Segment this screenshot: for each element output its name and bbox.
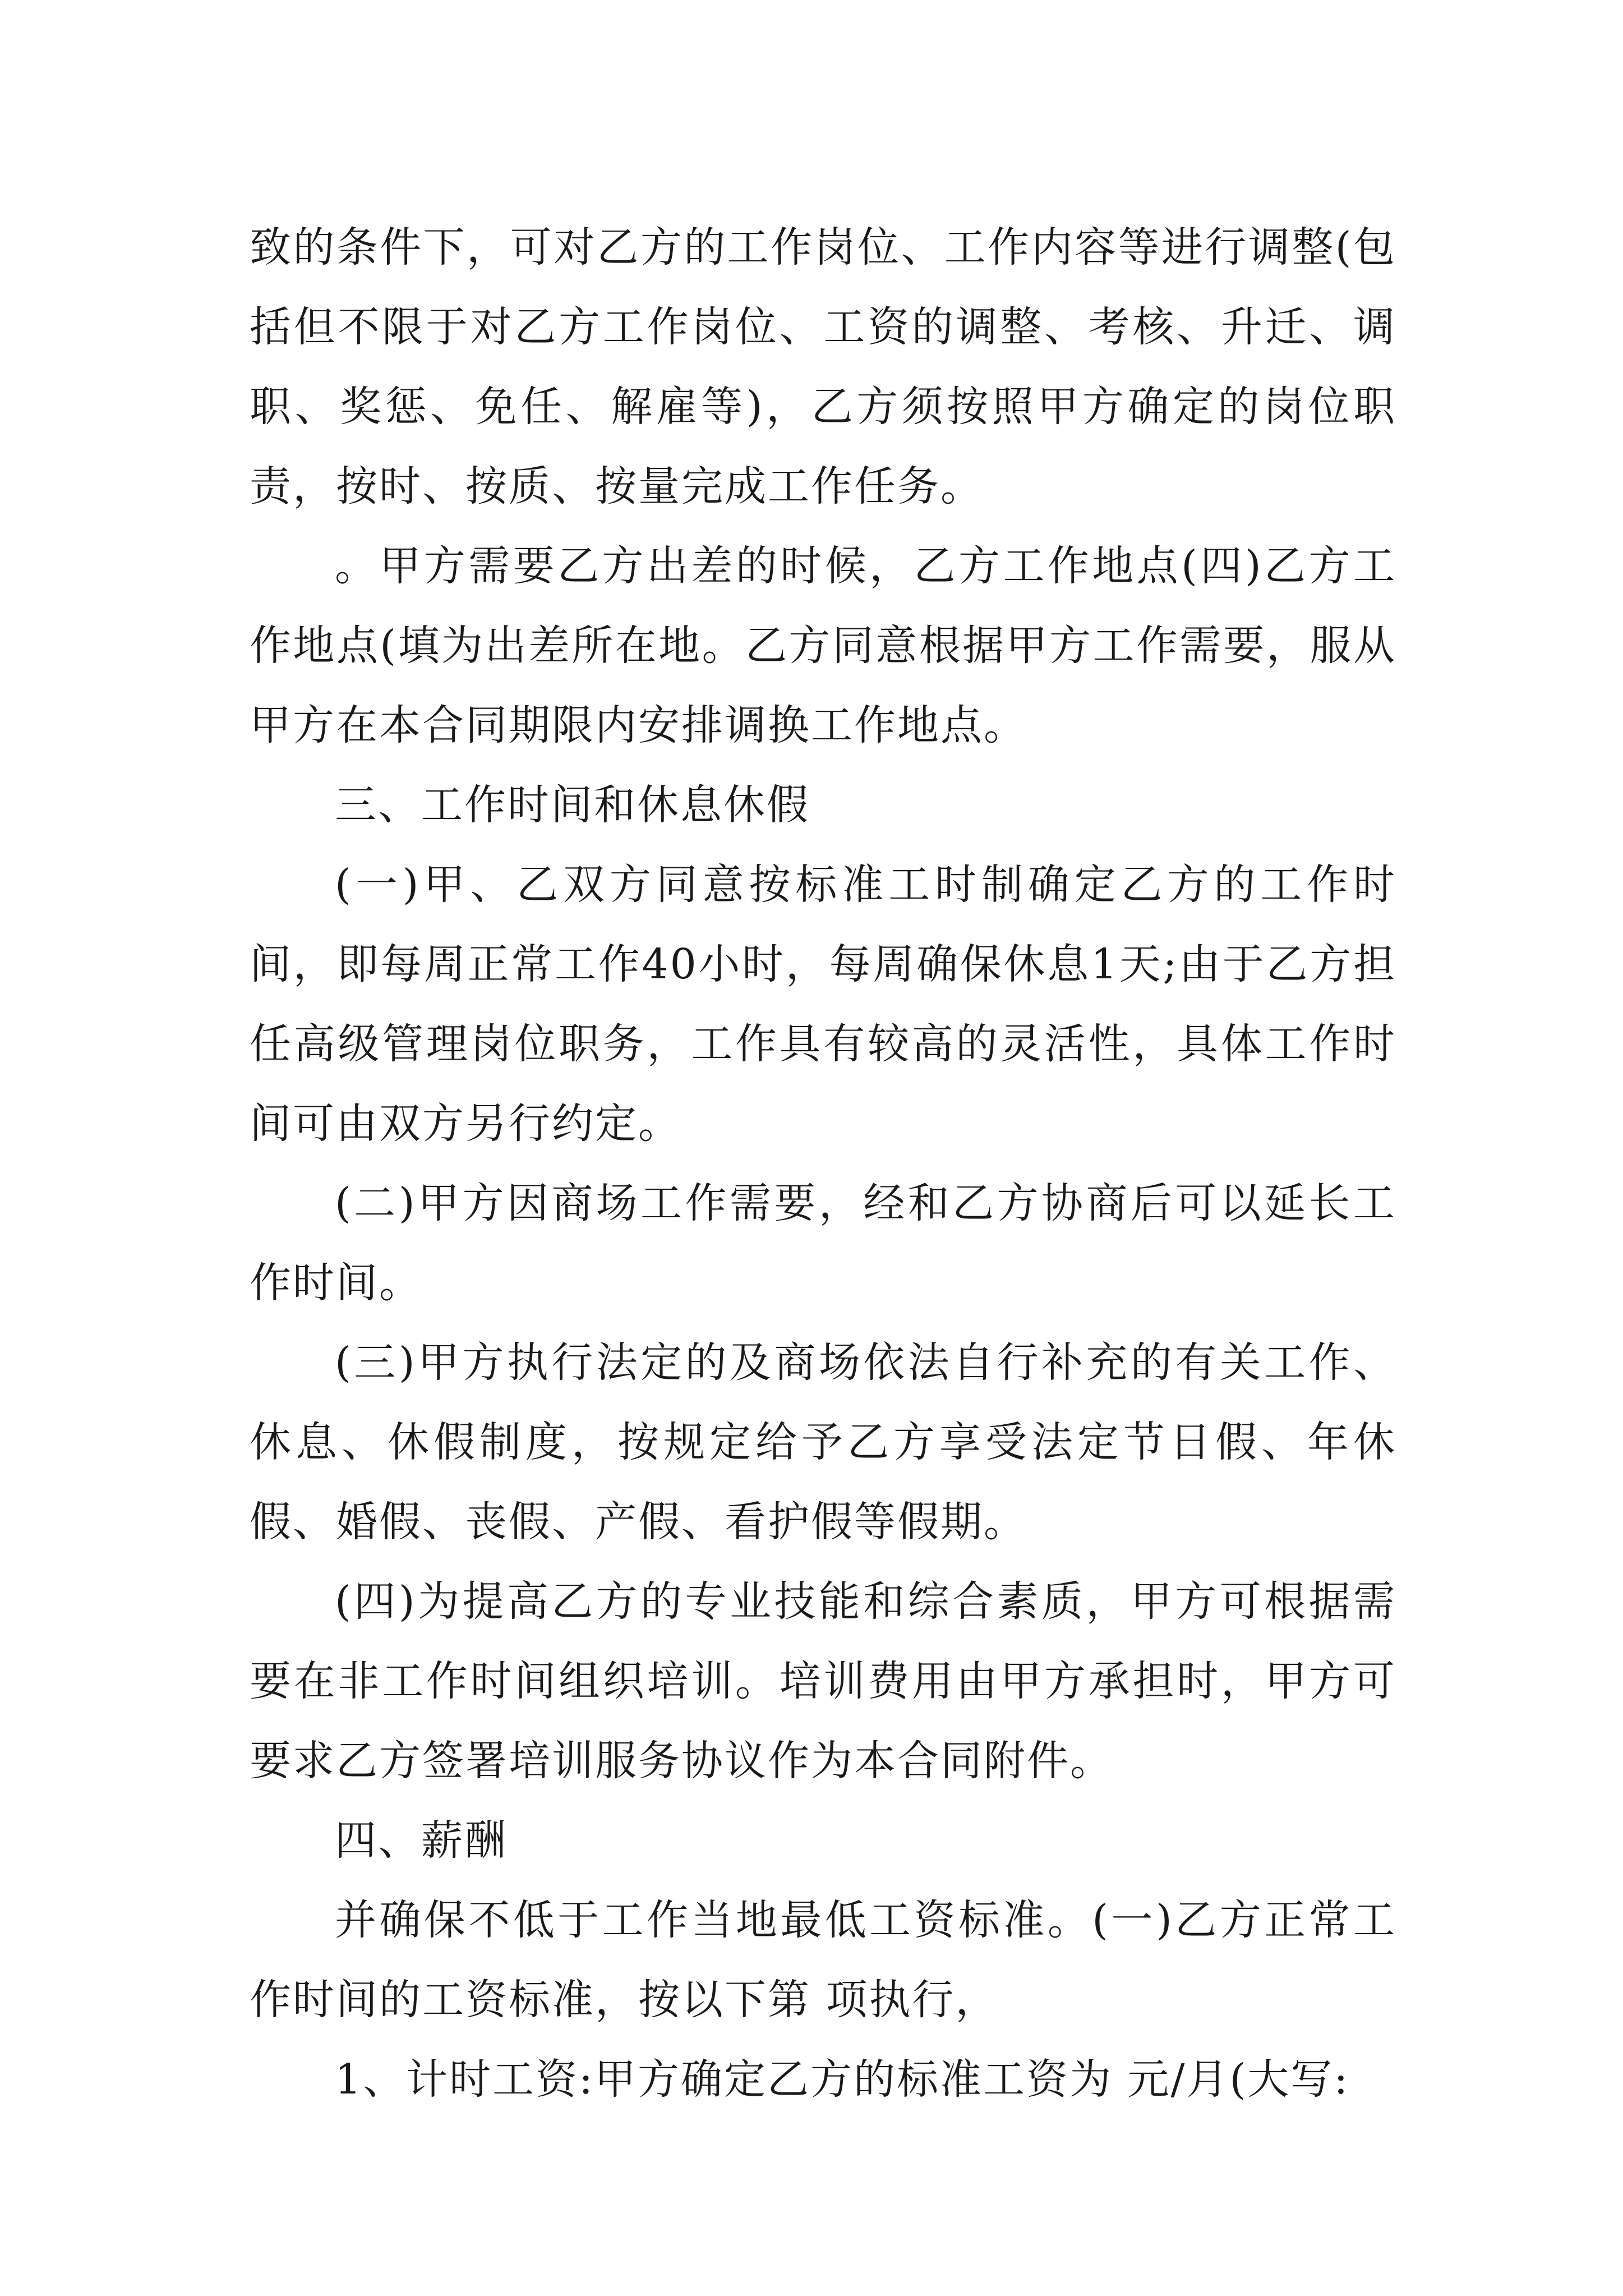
paragraph-holidays: (三)甲方执行法定的及商场依法自行补充的有关工作、休息、休假制度，按规定给予乙方享受法定节日假、年休假、婚假、丧假、产假、看护假等假期。 <box>250 1338 1396 1546</box>
paragraph-overtime: (二)甲方因商场工作需要，经和乙方协商后可以延长工作时间。 <box>250 1179 1396 1307</box>
section-heading-working-hours: 三、工作时间和休息休假 <box>335 781 810 829</box>
paragraph-job-adjustment: 致的条件下，可对乙方的工作岗位、工作内容等进行调整(包括但不限于对乙方工作岗位、工资的调整、考核、升迁、调职、奖惩、免任、解雇等)，乙方须按照甲方确定的岗位职责，按时、按质、按量完成工作任务。 <box>250 223 1396 510</box>
paragraph-work-location: 。甲方需要乙方出差的时候，乙方工作地点(四)乙方工作地点(填为出差所在地。乙方同意根据甲方工作需要，服从甲方在本合同期限内安排调换工作地点。 <box>250 542 1396 749</box>
paragraph-training: (四)为提高乙方的专业技能和综合素质，甲方可根据需要在非工作时间组织培训。培训费用由甲方承担时，甲方可要求乙方签署培训服务协议作为本合同附件。 <box>250 1577 1396 1785</box>
paragraph-minimum-wage: 并确保不低于工作当地最低工资标准。(一)乙方正常工作时间的工资标准，按以下第 项执行， <box>250 1896 1396 2024</box>
paragraph-hourly-wage: 1、计时工资:甲方确定乙方的标准工资为 元/月(大写: <box>335 2055 1350 2104</box>
document-body <box>250 208 1396 2119</box>
paragraph-standard-hours: (一)甲、乙双方同意按标准工时制确定乙方的工作时间，即每周正常工作40小时，每周确保休息1天;由于乙方担任高级管理岗位职务，工作具有较高的灵活性，具体工作时间可由双方另行约定。 <box>250 861 1396 1148</box>
section-heading-salary: 四、薪酬 <box>335 1816 508 1865</box>
